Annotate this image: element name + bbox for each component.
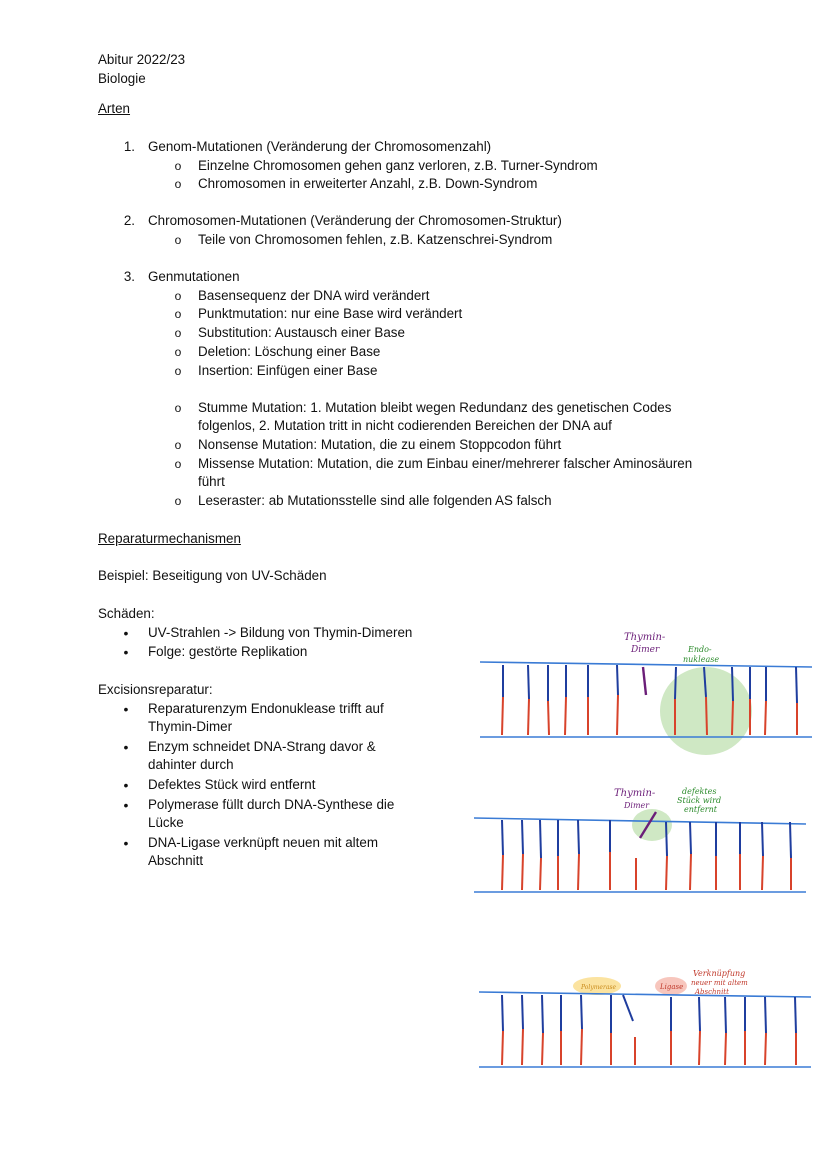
list-number: 2. bbox=[123, 213, 135, 228]
label-verknuepfung: Verknüpfung bbox=[693, 969, 746, 978]
bullet-item-cont: Lücke bbox=[148, 815, 184, 830]
bullet-item: Defektes Stück wird entfernt bbox=[148, 777, 316, 792]
label-defektes: defektes bbox=[682, 787, 717, 796]
header-year: Abitur 2022/23 bbox=[98, 52, 186, 67]
dna-diagram-ligation bbox=[477, 965, 817, 1075]
schaeden-label: Schäden: bbox=[98, 606, 155, 621]
bullet-item-cont: Abschnitt bbox=[148, 853, 204, 868]
sub-item-cont: folgenlos, 2. Mutation tritt in nicht codierenden Bereichen der DNA auf bbox=[198, 418, 612, 433]
sub-item: Teile von Chromosomen fehlen, z.B. Katzenschrei-Syndrom bbox=[198, 232, 553, 247]
label-stueck: Stück wird bbox=[677, 796, 722, 805]
list-number: 1. bbox=[123, 139, 135, 154]
circle-marker: o bbox=[174, 345, 182, 359]
bullet: • bbox=[123, 625, 129, 641]
bullet-item: DNA-Ligase verknüpft neuen mit altem bbox=[148, 835, 378, 850]
list-number: 3. bbox=[123, 269, 135, 284]
base-pairs bbox=[502, 665, 797, 735]
bullet: • bbox=[123, 739, 129, 755]
list-item: Genom-Mutationen (Veränderung der Chromosomenzahl) bbox=[148, 139, 492, 154]
circle-marker: o bbox=[174, 438, 182, 452]
bullet: • bbox=[123, 777, 129, 793]
bullet-item: Folge: gestörte Replikation bbox=[148, 644, 308, 659]
sub-item: Einzelne Chromosomen gehen ganz verloren, z.B. Turner-Syndrom bbox=[198, 158, 598, 173]
circle-marker: o bbox=[174, 307, 182, 321]
label-neuer-mit-altem: neuer mit altem bbox=[691, 979, 748, 987]
base-pairs bbox=[502, 995, 796, 1065]
label-abschnitt: Abschnitt bbox=[695, 988, 729, 996]
circle-marker: o bbox=[174, 159, 182, 173]
section-heading-reparatur: Reparaturmechanismen bbox=[98, 531, 241, 546]
sub-item-cont: führt bbox=[198, 474, 225, 489]
bullet-item: Reparaturenzym Endonuklease trifft auf bbox=[148, 701, 384, 716]
sub-item: Leseraster: ab Mutationsstelle sind alle folgenden AS falsch bbox=[198, 493, 552, 508]
bullet-item: Polymerase füllt durch DNA-Synthese die bbox=[148, 797, 395, 812]
sub-item: Deletion: Löschung einer Base bbox=[198, 344, 381, 359]
dna-backbone-top bbox=[479, 992, 811, 997]
bullet-item: UV-Strahlen -> Bildung von Thymin-Dimeren bbox=[148, 625, 413, 640]
example-text: Beispiel: Beseitigung von UV-Schäden bbox=[98, 568, 327, 583]
list-item: Chromosomen-Mutationen (Veränderung der Chromosomen-Struktur) bbox=[148, 213, 562, 228]
sub-item: Chromosomen in erweiterter Anzahl, z.B. Down-Syndrom bbox=[198, 176, 538, 191]
bullet: • bbox=[123, 797, 129, 813]
dna-diagram-thymin-dimer bbox=[478, 625, 818, 755]
sub-item: Substitution: Austausch einer Base bbox=[198, 325, 405, 340]
sub-item: Basensequenz der DNA wird verändert bbox=[198, 288, 430, 303]
section-heading-arten: Arten bbox=[98, 101, 131, 116]
sub-item: Missense Mutation: Mutation, die zum Einbau einer/mehrerer falscher Aminosäuren bbox=[198, 456, 693, 471]
bullet-item-cont: dahinter durch bbox=[148, 757, 234, 772]
label-thymin: Thymin- bbox=[614, 788, 656, 799]
sub-item: Punktmutation: nur eine Base wird verändert bbox=[198, 306, 463, 321]
dna-backbone-top bbox=[480, 662, 812, 667]
circle-marker: o bbox=[174, 289, 182, 303]
label-polymerase: Polymerase bbox=[581, 984, 617, 991]
label-ligase: Ligase bbox=[660, 983, 684, 991]
circle-marker: o bbox=[174, 401, 182, 415]
sub-item: Stumme Mutation: 1. Mutation bleibt wegen Redundanz des genetischen Codes bbox=[198, 400, 672, 415]
dna-diagram-excision bbox=[472, 780, 812, 900]
bullet-item-cont: Thymin-Dimer bbox=[148, 719, 233, 734]
header-subject: Biologie bbox=[98, 71, 146, 86]
bullet: • bbox=[123, 644, 129, 660]
sub-item: Insertion: Einfügen einer Base bbox=[198, 363, 378, 378]
excision-label: Excisionsreparatur: bbox=[98, 682, 213, 697]
circle-marker: o bbox=[174, 457, 182, 471]
circle-marker: o bbox=[174, 177, 182, 191]
label-dimer: Dimer bbox=[624, 801, 650, 810]
bullet-item: Enzym schneidet DNA-Strang davor & bbox=[148, 739, 376, 754]
label-nuklease: nuklease bbox=[683, 655, 720, 664]
circle-marker: o bbox=[174, 364, 182, 378]
label-entfernt: entfernt bbox=[684, 805, 717, 814]
sub-item: Nonsense Mutation: Mutation, die zu einem Stoppcodon führt bbox=[198, 437, 562, 452]
bullet: • bbox=[123, 701, 129, 717]
circle-marker: o bbox=[174, 494, 182, 508]
label-dimer: Dimer bbox=[631, 645, 660, 655]
label-thymin: Thymin- bbox=[624, 632, 666, 643]
circle-marker: o bbox=[174, 326, 182, 340]
bullet: • bbox=[123, 835, 129, 851]
label-endo: Endo- bbox=[688, 645, 712, 654]
circle-marker: o bbox=[174, 233, 182, 247]
list-item: Genmutationen bbox=[148, 269, 240, 284]
